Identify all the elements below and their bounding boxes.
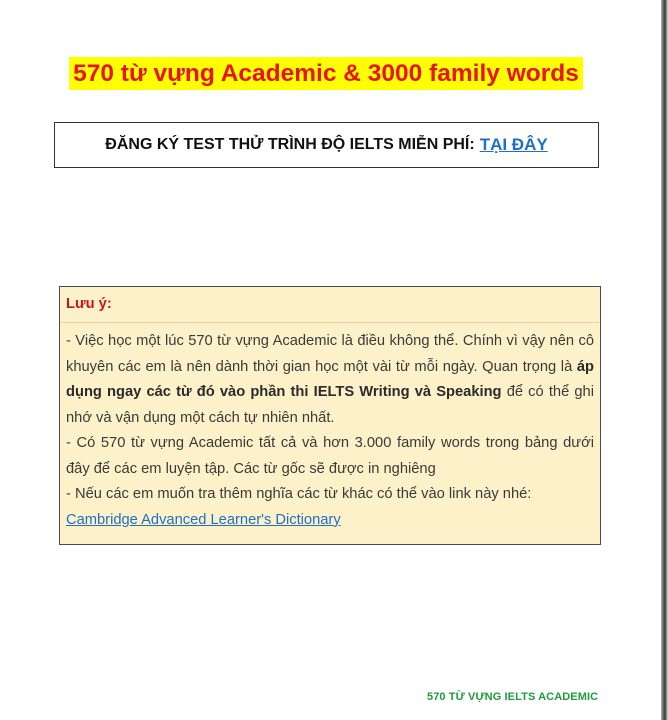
title-container: [0, 57, 652, 90]
note-heading: Lưu ý:: [66, 296, 112, 312]
note-paragraph-1-end: để có thể ghi nhớ và vận dụng một cách tự nhiên nhất.: [66, 384, 594, 426]
note-paragraph-1-start: - Việc học một lúc 570 từ vựng Academic là điều không thể. Chính vì vậy nên cô khuyên các em là nên dành thời gian học một vài từ mỗi ngày. Quan trọng là: [66, 333, 594, 375]
page-footer: 570 TỪ VỰNG IELTS ACADEMIC: [427, 691, 599, 703]
dictionary-link-line: [66, 508, 594, 534]
dictionary-link[interactable]: Cambridge Advanced Learner's Dictionary: [66, 511, 341, 528]
note-paragraph-3: - Nếu các em muốn tra thêm nghĩa các từ khác có thể vào link này nhé:: [66, 486, 532, 502]
document-title: 570 từ vựng Academic & 3000 family words: [69, 57, 583, 90]
register-text: ĐĂNG KÝ TEST THỬ TRÌNH ĐỘ IELTS MIỄN PHÍ:: [105, 136, 475, 153]
note-paragraph-2: - Có 570 từ vựng Academic tất cả và hơn 3.000 family words trong bảng dưới đây để các em luyện tập. Các từ gốc sẽ được in nghiêng: [66, 435, 594, 477]
note-paragraph-1: [66, 329, 594, 431]
page-edge-shadow: [661, 0, 668, 720]
note-paragraph-1-bold: áp dụng ngay các từ đó vào phần thi IELTS Writing và Speaking: [66, 358, 594, 400]
note-divider: [61, 322, 599, 323]
register-test-box: [54, 122, 599, 168]
register-link[interactable]: TẠI ĐÂY: [479, 135, 548, 154]
note-box: [59, 286, 601, 545]
